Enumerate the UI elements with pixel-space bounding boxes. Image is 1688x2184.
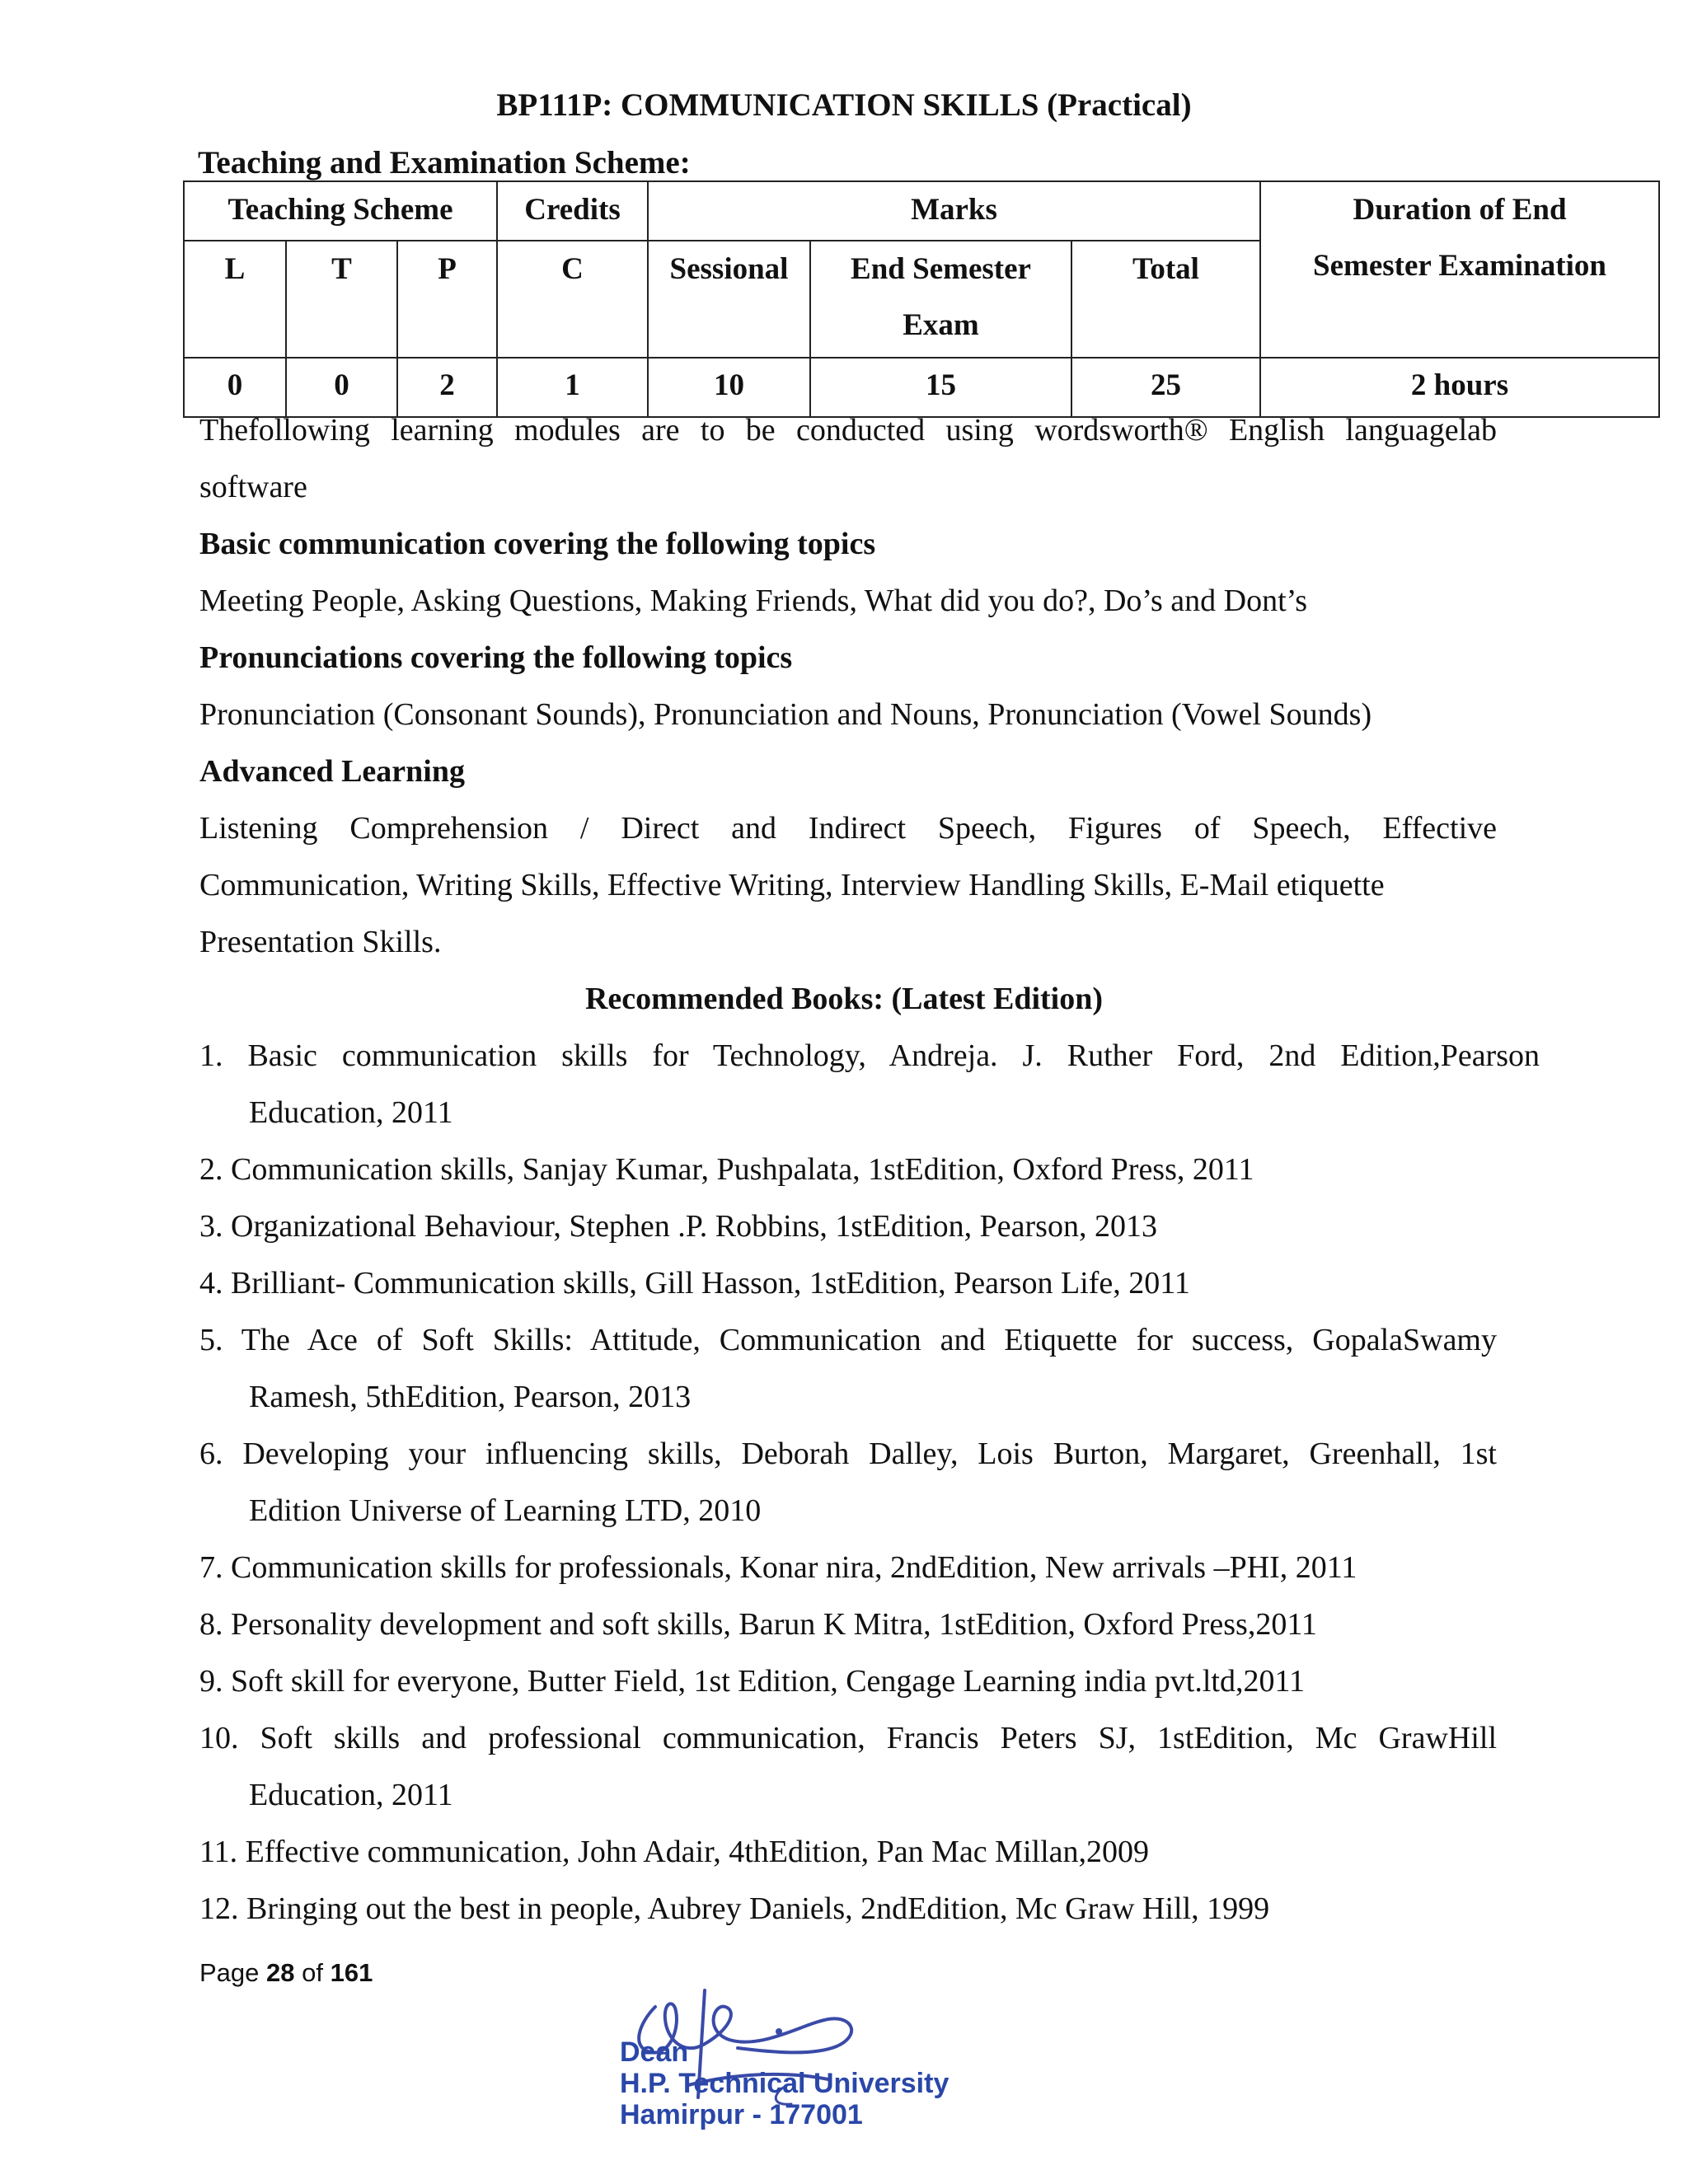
page-number-current: 28 xyxy=(266,1958,295,1987)
header-t: T xyxy=(286,241,397,358)
book-line: 1. Basic communication skills for Technology, Andreja. J. Ruther Ford, 2nd Edition,Pearson xyxy=(199,1038,1540,1073)
book-line: 12. Bringing out the best in people, Aubrey Daniels, 2ndEdition, Mc Graw Hill, 1999 xyxy=(199,1891,1270,1926)
header-duration-line2: Semester Examination xyxy=(1313,249,1606,283)
basic-heading: Basic communication covering the following topics xyxy=(199,527,876,561)
book-item xyxy=(199,1141,1535,1198)
stamp-dean: Dean xyxy=(620,2036,689,2068)
header-sessional: Sessional xyxy=(648,241,810,358)
header-credits: Credits xyxy=(497,181,648,241)
header-total: Total xyxy=(1071,241,1260,358)
value-p: 2 xyxy=(397,358,497,417)
scheme-heading: Teaching and Examination Scheme: xyxy=(198,145,691,180)
book-line: 5. The Ace of Soft Skills: Attitude, Communication and Etiquette for success, GopalaSwamy xyxy=(199,1323,1497,1357)
book-item xyxy=(199,1312,1497,1426)
advanced-line-1: Listening Comprehension / Direct and Indirect Speech, Figures of Speech, Effective xyxy=(199,811,1497,846)
header-end-semester-line2: Exam xyxy=(903,308,979,342)
page-number xyxy=(199,1957,373,1990)
book-line: 3. Organizational Behaviour, Stephen .P. Robbins, 1stEdition, Pearson, 2013 xyxy=(199,1209,1157,1244)
header-c: C xyxy=(497,241,648,358)
book-item xyxy=(199,1028,1540,1141)
advanced-line-3: Presentation Skills. xyxy=(199,925,442,959)
book-line: 8. Personality development and soft skills, Barun K Mitra, 1stEdition, Oxford Press,2011 xyxy=(199,1607,1317,1642)
book-line: 9. Soft skill for everyone, Butter Field, 1st Edition, Cengage Learning india pvt.ltd,2011 xyxy=(199,1664,1306,1699)
book-line: 11. Effective communication, John Adair, 4thEdition, Pan Mac Millan,2009 xyxy=(199,1835,1150,1869)
intro-line-2: software xyxy=(199,470,307,504)
book-item xyxy=(199,1198,1535,1255)
advanced-heading: Advanced Learning xyxy=(199,754,465,789)
book-line: 4. Brilliant- Communication skills, Gill Hasson, 1stEdition, Pearson Life, 2011 xyxy=(199,1266,1190,1301)
book-line-cont: Education, 2011 xyxy=(249,1095,453,1130)
header-duration xyxy=(1260,181,1659,358)
value-l: 0 xyxy=(184,358,286,417)
header-l: L xyxy=(184,241,286,358)
basic-text: Meeting People, Asking Questions, Making Friends, What did you do?, Do’s and Dont’s xyxy=(199,583,1307,618)
book-item xyxy=(199,1540,1535,1596)
page-title: BP111P: COMMUNICATION SKILLS (Practical) xyxy=(496,87,1192,123)
header-marks: Marks xyxy=(648,181,1260,241)
advanced-line-2: Communication, Writing Skills, Effective Writing, Interview Handling Skills, E-Mail etiquette xyxy=(199,868,1385,902)
book-item xyxy=(199,1824,1535,1881)
value-total: 25 xyxy=(1071,358,1260,417)
book-line-cont: Edition Universe of Learning LTD, 2010 xyxy=(249,1493,762,1528)
book-line-cont: Ramesh, 5thEdition, Pearson, 2013 xyxy=(249,1380,692,1414)
page-number-of: of xyxy=(302,1958,323,1987)
header-end-semester xyxy=(810,241,1071,358)
book-item xyxy=(199,1596,1535,1653)
stamp-location: Hamirpur - 177001 xyxy=(620,2099,863,2130)
pronunciation-text: Pronunciation (Consonant Sounds), Pronunciation and Nouns, Pronunciation (Vowel Sounds) xyxy=(199,697,1372,732)
value-sessional: 10 xyxy=(648,358,810,417)
book-item xyxy=(199,1653,1535,1710)
book-item xyxy=(199,1426,1497,1540)
value-end-semester: 15 xyxy=(810,358,1071,417)
book-line: 7. Communication skills for professionals, Konar nira, 2ndEdition, New arrivals –PHI, 2011 xyxy=(199,1550,1357,1585)
stamp-university: H.P. Technical University xyxy=(620,2068,950,2099)
book-line-cont: Education, 2011 xyxy=(249,1778,453,1812)
header-end-semester-line1: End Semester xyxy=(851,252,1031,286)
value-c: 1 xyxy=(497,358,648,417)
book-item xyxy=(199,1255,1535,1312)
scheme-table xyxy=(183,180,1660,418)
book-item xyxy=(199,1881,1535,1938)
book-line: 10. Soft skills and professional communication, Francis Peters SJ, 1stEdition, Mc GrawHill xyxy=(199,1721,1497,1755)
page-number-total: 161 xyxy=(330,1958,373,1987)
book-item xyxy=(199,1710,1497,1824)
book-line: 2. Communication skills, Sanjay Kumar, Pushpalata, 1stEdition, Oxford Press, 2011 xyxy=(199,1152,1254,1187)
pronunciation-heading: Pronunciations covering the following topics xyxy=(199,640,793,675)
header-p: P xyxy=(397,241,497,358)
page-number-prefix: Page xyxy=(199,1958,260,1987)
header-duration-line1: Duration of End xyxy=(1353,193,1567,227)
book-line: 6. Developing your influencing skills, Deborah Dalley, Lois Burton, Margaret, Greenhall, 1st xyxy=(199,1436,1497,1471)
intro-line-1: Thefollowing learning modules are to be conducted using wordsworth® English languagelab xyxy=(199,413,1497,448)
books-heading: Recommended Books: (Latest Edition) xyxy=(584,982,1104,1016)
value-t: 0 xyxy=(286,358,397,417)
header-teaching-scheme: Teaching Scheme xyxy=(184,181,497,241)
value-duration: 2 hours xyxy=(1260,358,1659,417)
